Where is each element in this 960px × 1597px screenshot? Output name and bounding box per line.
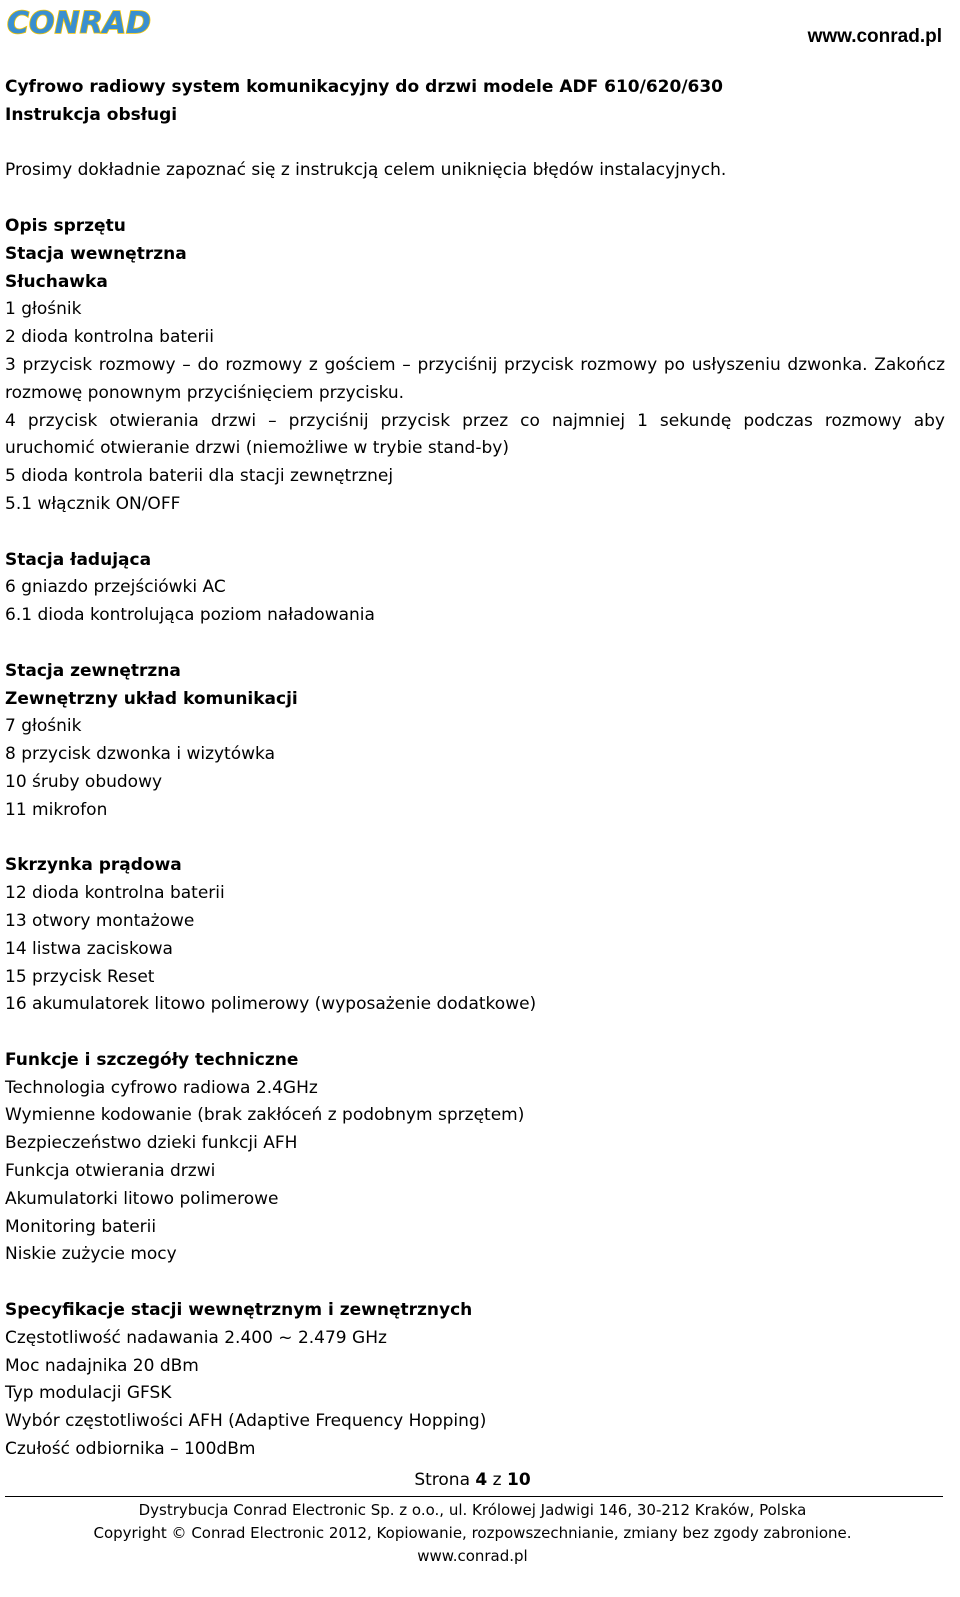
- section-heading: Funkcje i szczegóły techniczne: [5, 1049, 299, 1070]
- subsection-heading: Zewnętrzny układ komunikacji: [5, 688, 298, 709]
- intro-text: Prosimy dokładnie zapoznać się z instrukcją celem uniknięcia błędów instalacyjnych.: [5, 160, 727, 181]
- page-total: 10: [507, 1470, 531, 1490]
- doc-subtitle: Instrukcja obsługi: [5, 104, 178, 125]
- list-item: 16 akumulatorek litowo polimerowy (wyposażenie dodatkowe): [5, 994, 537, 1015]
- list-item: Akumulatorki litowo polimerowe: [5, 1188, 279, 1209]
- list-item: 2 dioda kontrolna baterii: [5, 327, 214, 348]
- page-separator: z: [492, 1470, 502, 1490]
- footer-copyright: Copyright © Conrad Electronic 2012, Kopiowanie, rozpowszechnianie, zmiany bez zgody zabronione.: [93, 1524, 852, 1542]
- section-heading: Specyfikacje stacji wewnętrznym i zewnętrznych: [5, 1300, 473, 1321]
- subsection-heading: Słuchawka: [5, 271, 108, 292]
- list-item: 13 otwory montażowe: [5, 910, 195, 931]
- list-item: 12 dioda kontrolna baterii: [5, 883, 225, 904]
- doc-title: Cyfrowo radiowy system komunikacyjny do drzwi modele ADF 610/620/630: [5, 77, 724, 97]
- list-item: 8 przycisk dzwonka i wizytówka: [5, 744, 275, 765]
- list-item: Moc nadajnika 20 dBm: [5, 1355, 199, 1376]
- list-item: 10 śruby obudowy: [5, 771, 163, 792]
- list-item: 6 gniazdo przejściówki AC: [5, 577, 226, 598]
- list-item: Częstotliwość nadawania 2.400 ~ 2.479 GHz: [5, 1327, 387, 1348]
- footer-site-link[interactable]: www.conrad.pl: [417, 1547, 528, 1565]
- list-item: Czułość odbiornika – 100dBm: [5, 1439, 256, 1460]
- list-item: 14 listwa zaciskowa: [5, 938, 173, 959]
- svg-text:CONRAD: CONRAD: [7, 6, 151, 41]
- page-number: [0, 1470, 945, 1490]
- list-item: 15 przycisk Reset: [5, 966, 155, 987]
- list-item: 7 głośnik: [5, 716, 82, 737]
- list-item: 5 dioda kontrola baterii dla stacji zewnętrznej: [5, 466, 394, 487]
- list-item: 11 mikrofon: [5, 799, 108, 820]
- list-item: Niskie zużycie mocy: [5, 1244, 177, 1265]
- section-heading: Stacja zewnętrzna: [5, 660, 181, 681]
- section-heading: Skrzynka prądowa: [5, 855, 182, 876]
- list-item: Wybór częstotliwości AFH (Adaptive Frequency Hopping): [5, 1411, 487, 1432]
- list-item: 6.1 dioda kontrolująca poziom naładowania: [5, 605, 375, 626]
- page-current: 4: [475, 1470, 488, 1490]
- list-item: Funkcja otwierania drzwi: [5, 1161, 216, 1182]
- conrad-logo: [4, 2, 154, 42]
- site-url-header[interactable]: www.conrad.pl: [807, 26, 942, 47]
- list-item: Wymienne kodowanie (brak zakłóceń z podobnym sprzętem): [5, 1105, 525, 1126]
- list-item: 4 przycisk otwierania drzwi – przyciśnij przycisk przez co najmniej 1 sekundę podczas rozmowy aby uruchomić otwieranie drzwi (niemożliwe w trybie stand-by): [5, 410, 945, 459]
- section-heading: Opis sprzętu: [5, 215, 126, 236]
- footer-address: Dystrybucja Conrad Electronic Sp. z o.o., ul. Królowej Jadwigi 146, 30-212 Kraków, Polska: [138, 1501, 807, 1519]
- document-body: [5, 74, 945, 1464]
- footer-divider: [5, 1496, 943, 1497]
- page-label: Strona: [414, 1470, 470, 1490]
- section-heading: Stacja ładująca: [5, 549, 152, 570]
- list-item: 5.1 włącznik ON/OFF: [5, 493, 181, 514]
- list-item: Technologia cyfrowo radiowa 2.4GHz: [5, 1077, 318, 1098]
- list-item: Bezpieczeństwo dzieki funkcji AFH: [5, 1133, 298, 1154]
- list-item: 1 głośnik: [5, 299, 82, 320]
- subsection-heading: Stacja wewnętrzna: [5, 243, 187, 264]
- list-item: 3 przycisk rozmowy – do rozmowy z gościem – przyciśnij przycisk rozmowy po usłyszeniu dzwonka. Zakończ rozmowę ponownym przyciśnięciem przycisku.: [5, 354, 945, 403]
- footer: [0, 1499, 945, 1568]
- list-item: Typ modulacji GFSK: [5, 1383, 172, 1404]
- list-item: Monitoring baterii: [5, 1216, 157, 1237]
